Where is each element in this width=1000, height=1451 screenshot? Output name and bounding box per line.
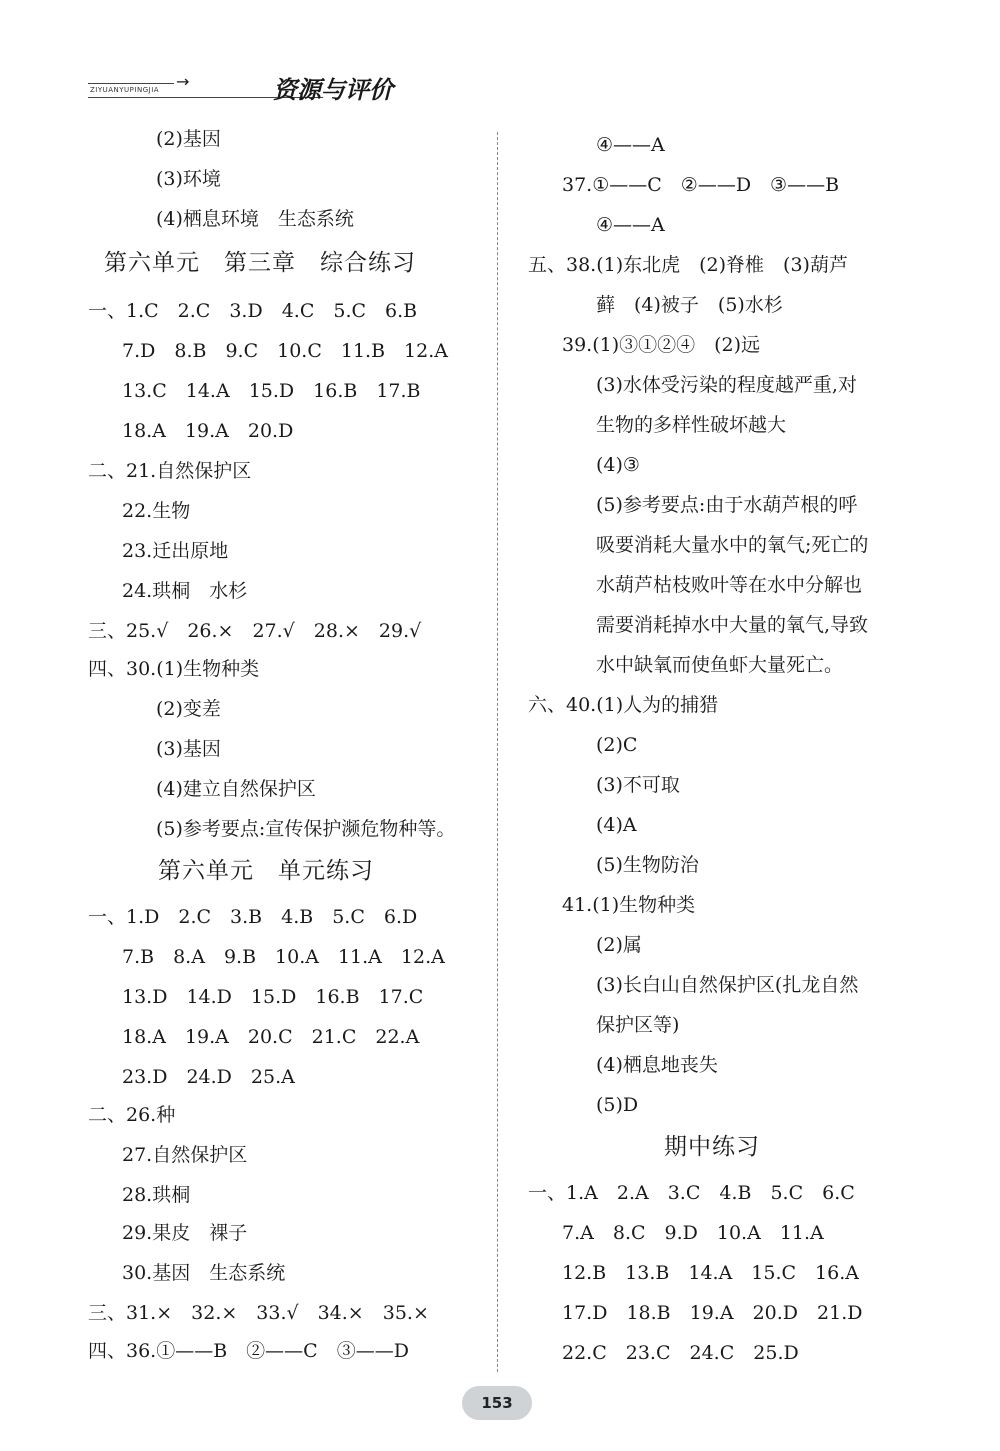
answer-line: 41.(1)生物种类: [562, 894, 696, 916]
section-heading: 第六单元 第三章 综合练习: [104, 250, 416, 276]
answer-line: (5)D: [596, 1094, 639, 1116]
answer-line: (5)参考要点:由于水葫芦根的呼: [596, 494, 858, 516]
answer-line: 四、30.(1)生物种类: [88, 658, 260, 680]
answer-line: (5)参考要点:宣传保护濒危物种等。: [156, 818, 456, 840]
answer-line: 30.基因 生态系统: [122, 1262, 286, 1284]
answer-line: 13.D 14.D 15.D 16.B 17.C: [122, 986, 424, 1008]
answer-line: (4)栖息地丧失: [596, 1054, 718, 1076]
answer-line: 五、38.(1)东北虎 (2)脊椎 (3)葫芦: [528, 254, 848, 276]
header-rule: [88, 83, 174, 84]
column-divider: [497, 132, 498, 1372]
answer-line: (3)基因: [156, 738, 221, 760]
answer-line: 22.C 23.C 24.C 25.D: [562, 1342, 799, 1364]
answer-line: 二、26.种: [88, 1104, 176, 1126]
answer-line: 22.生物: [122, 500, 191, 522]
answer-line: (5)生物防治: [596, 854, 699, 876]
answer-line: 生物的多样性破坏越大: [596, 414, 787, 436]
answer-line: 23.迁出原地: [122, 540, 229, 562]
answer-line: 二、21.自然保护区: [88, 460, 252, 482]
answer-line: 28.珙桐: [122, 1184, 191, 1206]
answer-line: (4)栖息环境 生态系统: [156, 208, 354, 230]
answer-line: 需要消耗掉水中大量的氧气,导致: [596, 614, 869, 636]
answer-line: 39.(1)③①②④ (2)远: [562, 334, 761, 356]
answer-line: 水中缺氧而使鱼虾大量死亡。: [596, 654, 844, 676]
answer-line: 24.珙桐 水杉: [122, 580, 248, 602]
answer-line: 13.C 14.A 15.D 16.B 17.B: [122, 380, 421, 402]
answer-line: 吸要消耗大量水中的氧气;死亡的: [596, 534, 869, 556]
answer-line: 29.果皮 裸子: [122, 1222, 248, 1244]
answer-line: 保护区等): [596, 1014, 680, 1036]
answer-line: (2)基因: [156, 128, 221, 150]
answer-line: 17.D 18.B 19.A 20.D 21.D: [562, 1302, 863, 1324]
answer-line: 水葫芦枯枝败叶等在水中分解也: [596, 574, 863, 596]
answer-line: (3)不可取: [596, 774, 680, 796]
page-number: 153: [462, 1386, 532, 1420]
answer-line: 一、1.D 2.C 3.B 4.B 5.C 6.D: [88, 906, 418, 928]
answer-line: 四、36.①——B ②——C ③——D: [88, 1340, 409, 1362]
answer-line: 12.B 13.B 14.A 15.C 16.A: [562, 1262, 859, 1284]
answer-line: 三、25.√ 26.× 27.√ 28.× 29.√: [88, 620, 422, 642]
arrow-icon: →: [176, 72, 190, 91]
answer-line: ④——A: [596, 214, 665, 236]
page-header: [88, 70, 393, 104]
header-subtitle: ZIYUANYUPINGJIA: [90, 86, 160, 94]
answer-line: 六、40.(1)人为的捕猎: [528, 694, 719, 716]
answer-line: (2)C: [596, 734, 638, 756]
section-heading: 期中练习: [664, 1134, 760, 1160]
answer-line: 37.①——C ②——D ③——B: [562, 174, 840, 196]
answer-line: ④——A: [596, 134, 665, 156]
answer-line: (3)长白山自然保护区(扎龙自然: [596, 974, 859, 996]
answer-line: (3)水体受污染的程度越严重,对: [596, 374, 857, 396]
answer-line: 7.A 8.C 9.D 10.A 11.A: [562, 1222, 824, 1244]
answer-line: (2)属: [596, 934, 642, 956]
header-title: 资源与评价: [273, 76, 393, 104]
answer-line: (4)建立自然保护区: [156, 778, 316, 800]
answer-line: 27.自然保护区: [122, 1144, 248, 1166]
answer-line: 18.A 19.A 20.C 21.C 22.A: [122, 1026, 420, 1048]
answer-line: 三、31.× 32.× 33.√ 34.× 35.×: [88, 1302, 429, 1324]
section-heading: 第六单元 单元练习: [158, 858, 374, 884]
answer-line: 7.D 8.B 9.C 10.C 11.B 12.A: [122, 340, 448, 362]
answer-line: (4)③: [596, 454, 640, 476]
answer-line: 藓 (4)被子 (5)水杉: [596, 294, 783, 316]
answer-line: 一、1.A 2.A 3.C 4.B 5.C 6.C: [528, 1182, 855, 1204]
answer-line: 18.A 19.A 20.D: [122, 420, 294, 442]
answer-line: (2)变差: [156, 698, 221, 720]
answer-line: 7.B 8.A 9.B 10.A 11.A 12.A: [122, 946, 445, 968]
answer-line: (4)A: [596, 814, 637, 836]
answer-line: 23.D 24.D 25.A: [122, 1066, 295, 1088]
answer-line: (3)环境: [156, 168, 221, 190]
answer-line: 一、1.C 2.C 3.D 4.C 5.C 6.B: [88, 300, 418, 322]
